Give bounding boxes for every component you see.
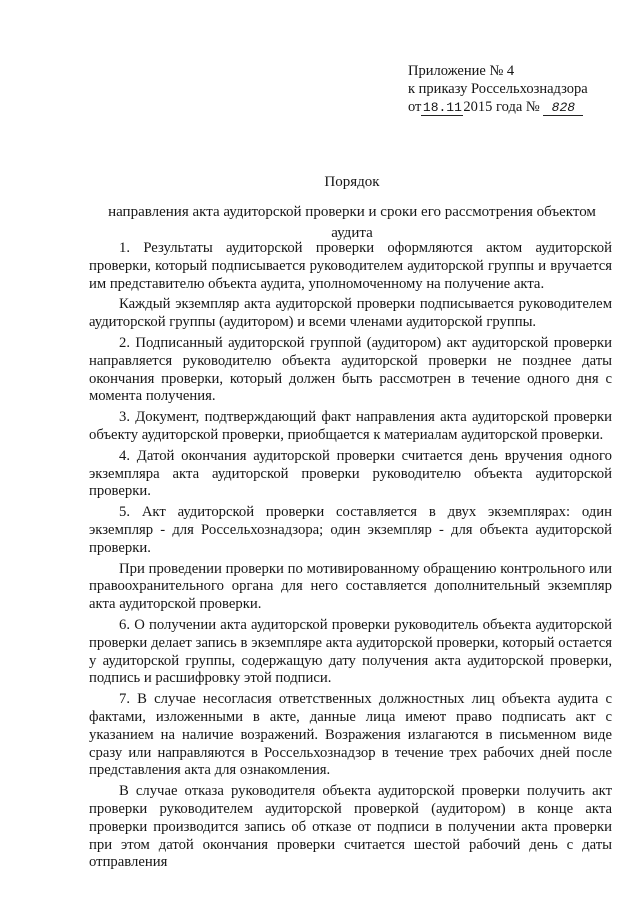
appendix-number: Приложение № 4 <box>408 63 515 79</box>
paragraph-7-note: В случае отказа руководителя объекта аудиторской проверки получить акт проверки руководителем аудиторской проверкой (аудитором) в конце акта проверки производится запись об отказе от подписи в получении акта проверки при этом датой окончания проверки считается шестой рабочий день с даты отправления <box>89 783 612 871</box>
paragraph-3: 3. Документ, подтверждающий факт направления акта аудиторской проверки объекту аудиторской проверки, приобщается к материалам аудиторской проверки. <box>89 409 612 443</box>
document-title <box>92 172 612 244</box>
paragraph-5-note: При проведении проверки по мотивированному обращению контрольного или правоохранительного органа для него составляется дополнительный экземпляр акта аудиторской проверки. <box>89 560 612 613</box>
document-body <box>89 240 612 875</box>
order-number: 828 <box>543 101 583 116</box>
appendix-header <box>408 62 588 116</box>
year-label: 2015 года № <box>463 99 540 115</box>
paragraph-6: 6. О получении акта аудиторской проверки руководитель объекта аудиторской проверки делает запись в экземпляре акта аудиторской проверки, который остается у аудиторской группы, содержащую дату получения акта аудиторской проверки, подпись и расшифровку этой подписи. <box>89 616 612 687</box>
order-date: 18.11 <box>422 100 462 115</box>
title-subtitle: направления акта аудиторской проверки и сроки его рассмотрения объектом аудита <box>108 204 596 241</box>
paragraph-5: 5. Акт аудиторской проверки составляется в двух экземплярах: один экземпляр - для Россельхознадзора; один экземпляр - для объекта аудиторской проверки. <box>89 504 612 556</box>
paragraph-4: 4. Датой окончания аудиторской проверки считается день вручения одного экземпляра акта аудиторской проверки руководителю объекта аудиторской проверки. <box>89 447 612 500</box>
paragraph-7: 7. В случае несогласия ответственных должностных лиц объекта аудита с фактами, изложенными в акте, данные лица имеют право подписать акт с указанием на наличие возражений. Возражения излагаются в письменном виде сразу или направляются в Россельхознадзор в течение трех рабочих дней после представления акта для ознакомления. <box>89 691 612 779</box>
paragraph-2: 2. Подписанный аудиторской группой (аудитором) акт аудиторской проверки направляется руководителю объекта аудиторской проверки не позднее даты окончания проверки, который должен быть рассмотрен в течение одного дня с момента получения. <box>89 334 612 405</box>
paragraph-1: 1. Результаты аудиторской проверки оформляются актом аудиторской проверки, который подписывается руководителем аудиторской группы и вручается им представителю объекта аудита, уполномоченному на получение акта. <box>89 240 612 292</box>
appendix-date-line <box>408 98 588 116</box>
title-heading: Порядок <box>324 174 380 190</box>
date-prefix: от <box>408 99 422 115</box>
appendix-order-reference: к приказу Россельхознадзора <box>408 81 588 97</box>
paragraph-1-note: Каждый экземпляр акта аудиторской проверки подписывается руководителем аудиторской группы (аудитором) и всеми членами аудиторской группы. <box>89 296 612 331</box>
